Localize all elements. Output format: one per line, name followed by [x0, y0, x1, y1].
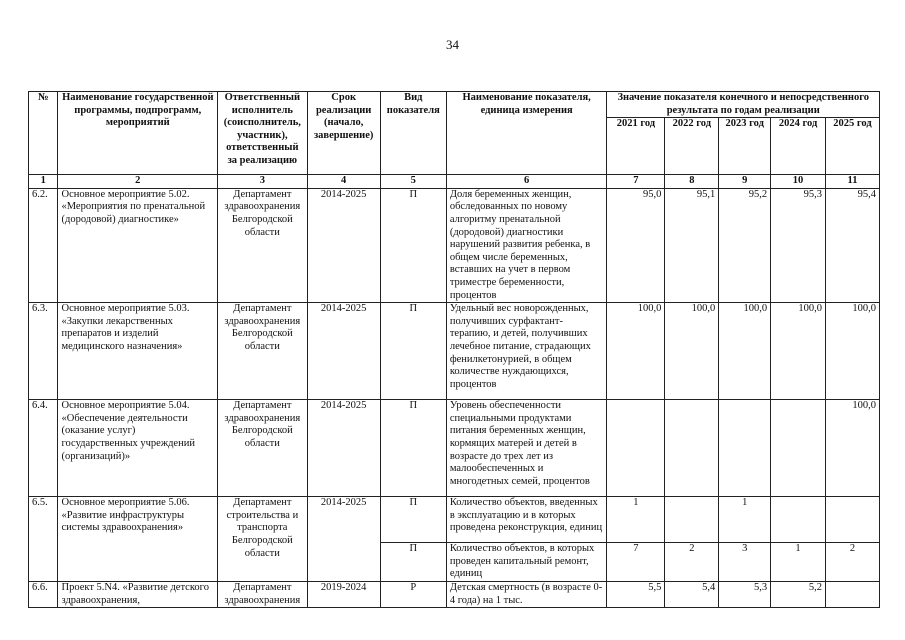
table-row [29, 400, 880, 497]
value-2025: 100,0 [826, 400, 880, 497]
value-2023 [719, 400, 771, 497]
indicator-name-cell: Удельный вес новорожденных, получивших сурфактант-терапию, и детей, получивших лечебное питание, страдающих фенилкетонурией, в общем количестве нуждающихся, процентов [446, 303, 607, 400]
responsible-cell: Департамент здравоохранения Белгородской области [218, 400, 307, 497]
indicators-table [28, 91, 880, 608]
responsible-cell: Департамент здравоохранения Белгородской области [218, 188, 307, 302]
column-number: 10 [771, 175, 826, 189]
value-2025: 95,4 [826, 188, 880, 302]
value-2021 [607, 400, 665, 497]
indicator-type-cell: П [380, 303, 446, 400]
value-2023: 5,3 [719, 581, 771, 607]
table-row [29, 581, 880, 607]
header-year-2024: 2024 год [771, 118, 826, 175]
table-row [29, 188, 880, 302]
column-number: 2 [58, 175, 218, 189]
column-number: 7 [607, 175, 665, 189]
header-year-2022: 2022 год [665, 118, 719, 175]
header-year-2021: 2021 год [607, 118, 665, 175]
responsible-cell: Департамент здравоохранения [218, 581, 307, 607]
responsible-cell: Департамент здравоохранения Белгородской области [218, 303, 307, 400]
period-cell: 2014-2025 [307, 497, 380, 582]
column-number: 8 [665, 175, 719, 189]
value-2021: 95,0 [607, 188, 665, 302]
table-row [29, 303, 880, 400]
value-2022: 100,0 [665, 303, 719, 400]
row-number: 6.2. [29, 188, 58, 302]
value-2024: 95,3 [771, 188, 826, 302]
page-number: 34 [446, 37, 459, 52]
value-2021: 7 [607, 543, 665, 582]
value-2023: 95,2 [719, 188, 771, 302]
indicator-name-cell: Количество объектов, в которых проведен капитальный ремонт, единиц [446, 543, 607, 582]
period-cell: 2014-2025 [307, 303, 380, 400]
value-2022: 95,1 [665, 188, 719, 302]
row-number: 6.3. [29, 303, 58, 400]
column-number: 9 [719, 175, 771, 189]
activity-name: Основное мероприятие 5.03. «Закупки лекарственных препаратов и изделий медицинского назначения» [58, 303, 218, 400]
column-number: 11 [826, 175, 880, 189]
indicator-type-cell: П [380, 543, 446, 582]
value-2023: 3 [719, 543, 771, 582]
value-2022 [665, 400, 719, 497]
activity-name: Основное мероприятие 5.04. «Обеспечение деятельности (оказание услуг) государственных учреждений (организаций)» [58, 400, 218, 497]
value-2025: 2 [826, 543, 880, 582]
column-number: 1 [29, 175, 58, 189]
indicator-type-cell: Р [380, 581, 446, 607]
value-2021: 100,0 [607, 303, 665, 400]
value-2024: 100,0 [771, 303, 826, 400]
indicator-type-cell: П [380, 400, 446, 497]
period-cell: 2019-2024 [307, 581, 380, 607]
activity-name: Проект 5.N4. «Развитие детского здравоохранения, [58, 581, 218, 607]
row-number: 6.4. [29, 400, 58, 497]
header-values-group: Значение показателя конечного и непосредственного результата по годам реализации [607, 92, 880, 118]
value-2025 [826, 497, 880, 543]
row-number: 6.5. [29, 497, 58, 582]
column-number: 5 [380, 175, 446, 189]
value-2024: 5,2 [771, 581, 826, 607]
column-number: 6 [446, 175, 607, 189]
header-name: Наименование государственной программы, подпрограмм, мероприятий [58, 92, 218, 175]
header-type: Вид показателя [380, 92, 446, 175]
value-2024 [771, 400, 826, 497]
activity-name: Основное мероприятие 5.06. «Развитие инфраструктуры системы здравоохранения» [58, 497, 218, 582]
indicator-name-cell: Уровень обеспеченности специальными продуктами питания беременных женщин, кормящих матерей и детей в возрасте до трех лет из малообеспеченных и многодетных семей, процентов [446, 400, 607, 497]
value-2024 [771, 497, 826, 543]
header-period: Срок реализации (начало, завершение) [307, 92, 380, 175]
table-row [29, 497, 880, 543]
header-row [29, 92, 880, 118]
value-2025 [826, 581, 880, 607]
value-2022: 5,4 [665, 581, 719, 607]
value-2022 [665, 497, 719, 543]
indicator-type-cell: П [380, 497, 446, 543]
value-2023: 1 [719, 497, 771, 543]
value-2025: 100,0 [826, 303, 880, 400]
period-cell: 2014-2025 [307, 188, 380, 302]
value-2023: 100,0 [719, 303, 771, 400]
value-2022: 2 [665, 543, 719, 582]
column-number-row [29, 175, 880, 189]
value-2021: 1 [607, 497, 665, 543]
header-indicator: Наименование показателя, единица измерения [446, 92, 607, 175]
header-responsible: Ответственный исполнитель (соисполнитель, участник), ответственный за реализацию [218, 92, 307, 175]
header-year-2023: 2023 год [719, 118, 771, 175]
period-cell: 2014-2025 [307, 400, 380, 497]
responsible-cell: Департамент строительства и транспорта Белгородской области [218, 497, 307, 582]
column-number: 4 [307, 175, 380, 189]
indicator-type-cell: П [380, 188, 446, 302]
header-year-2025: 2025 год [826, 118, 880, 175]
header-no: № [29, 92, 58, 175]
value-2024: 1 [771, 543, 826, 582]
activity-name: Основное мероприятие 5.02. «Мероприятия по пренатальной (дородовой) диагностике» [58, 188, 218, 302]
row-number: 6.6. [29, 581, 58, 607]
value-2021: 5,5 [607, 581, 665, 607]
indicator-name-cell: Доля беременных женщин, обследованных по новому алгоритму пренатальной (дородовой) диагностики нарушений развития ребенка, в общем числе беременных, вставших на учет в первом триместре беременности, процентов [446, 188, 607, 302]
column-number: 3 [218, 175, 307, 189]
indicator-name-cell: Количество объектов, введенных в эксплуатацию и в которых проведена реконструкция, единиц [446, 497, 607, 543]
indicator-name-cell: Детская смертность (в возрасте 0-4 года) на 1 тыс. [446, 581, 607, 607]
